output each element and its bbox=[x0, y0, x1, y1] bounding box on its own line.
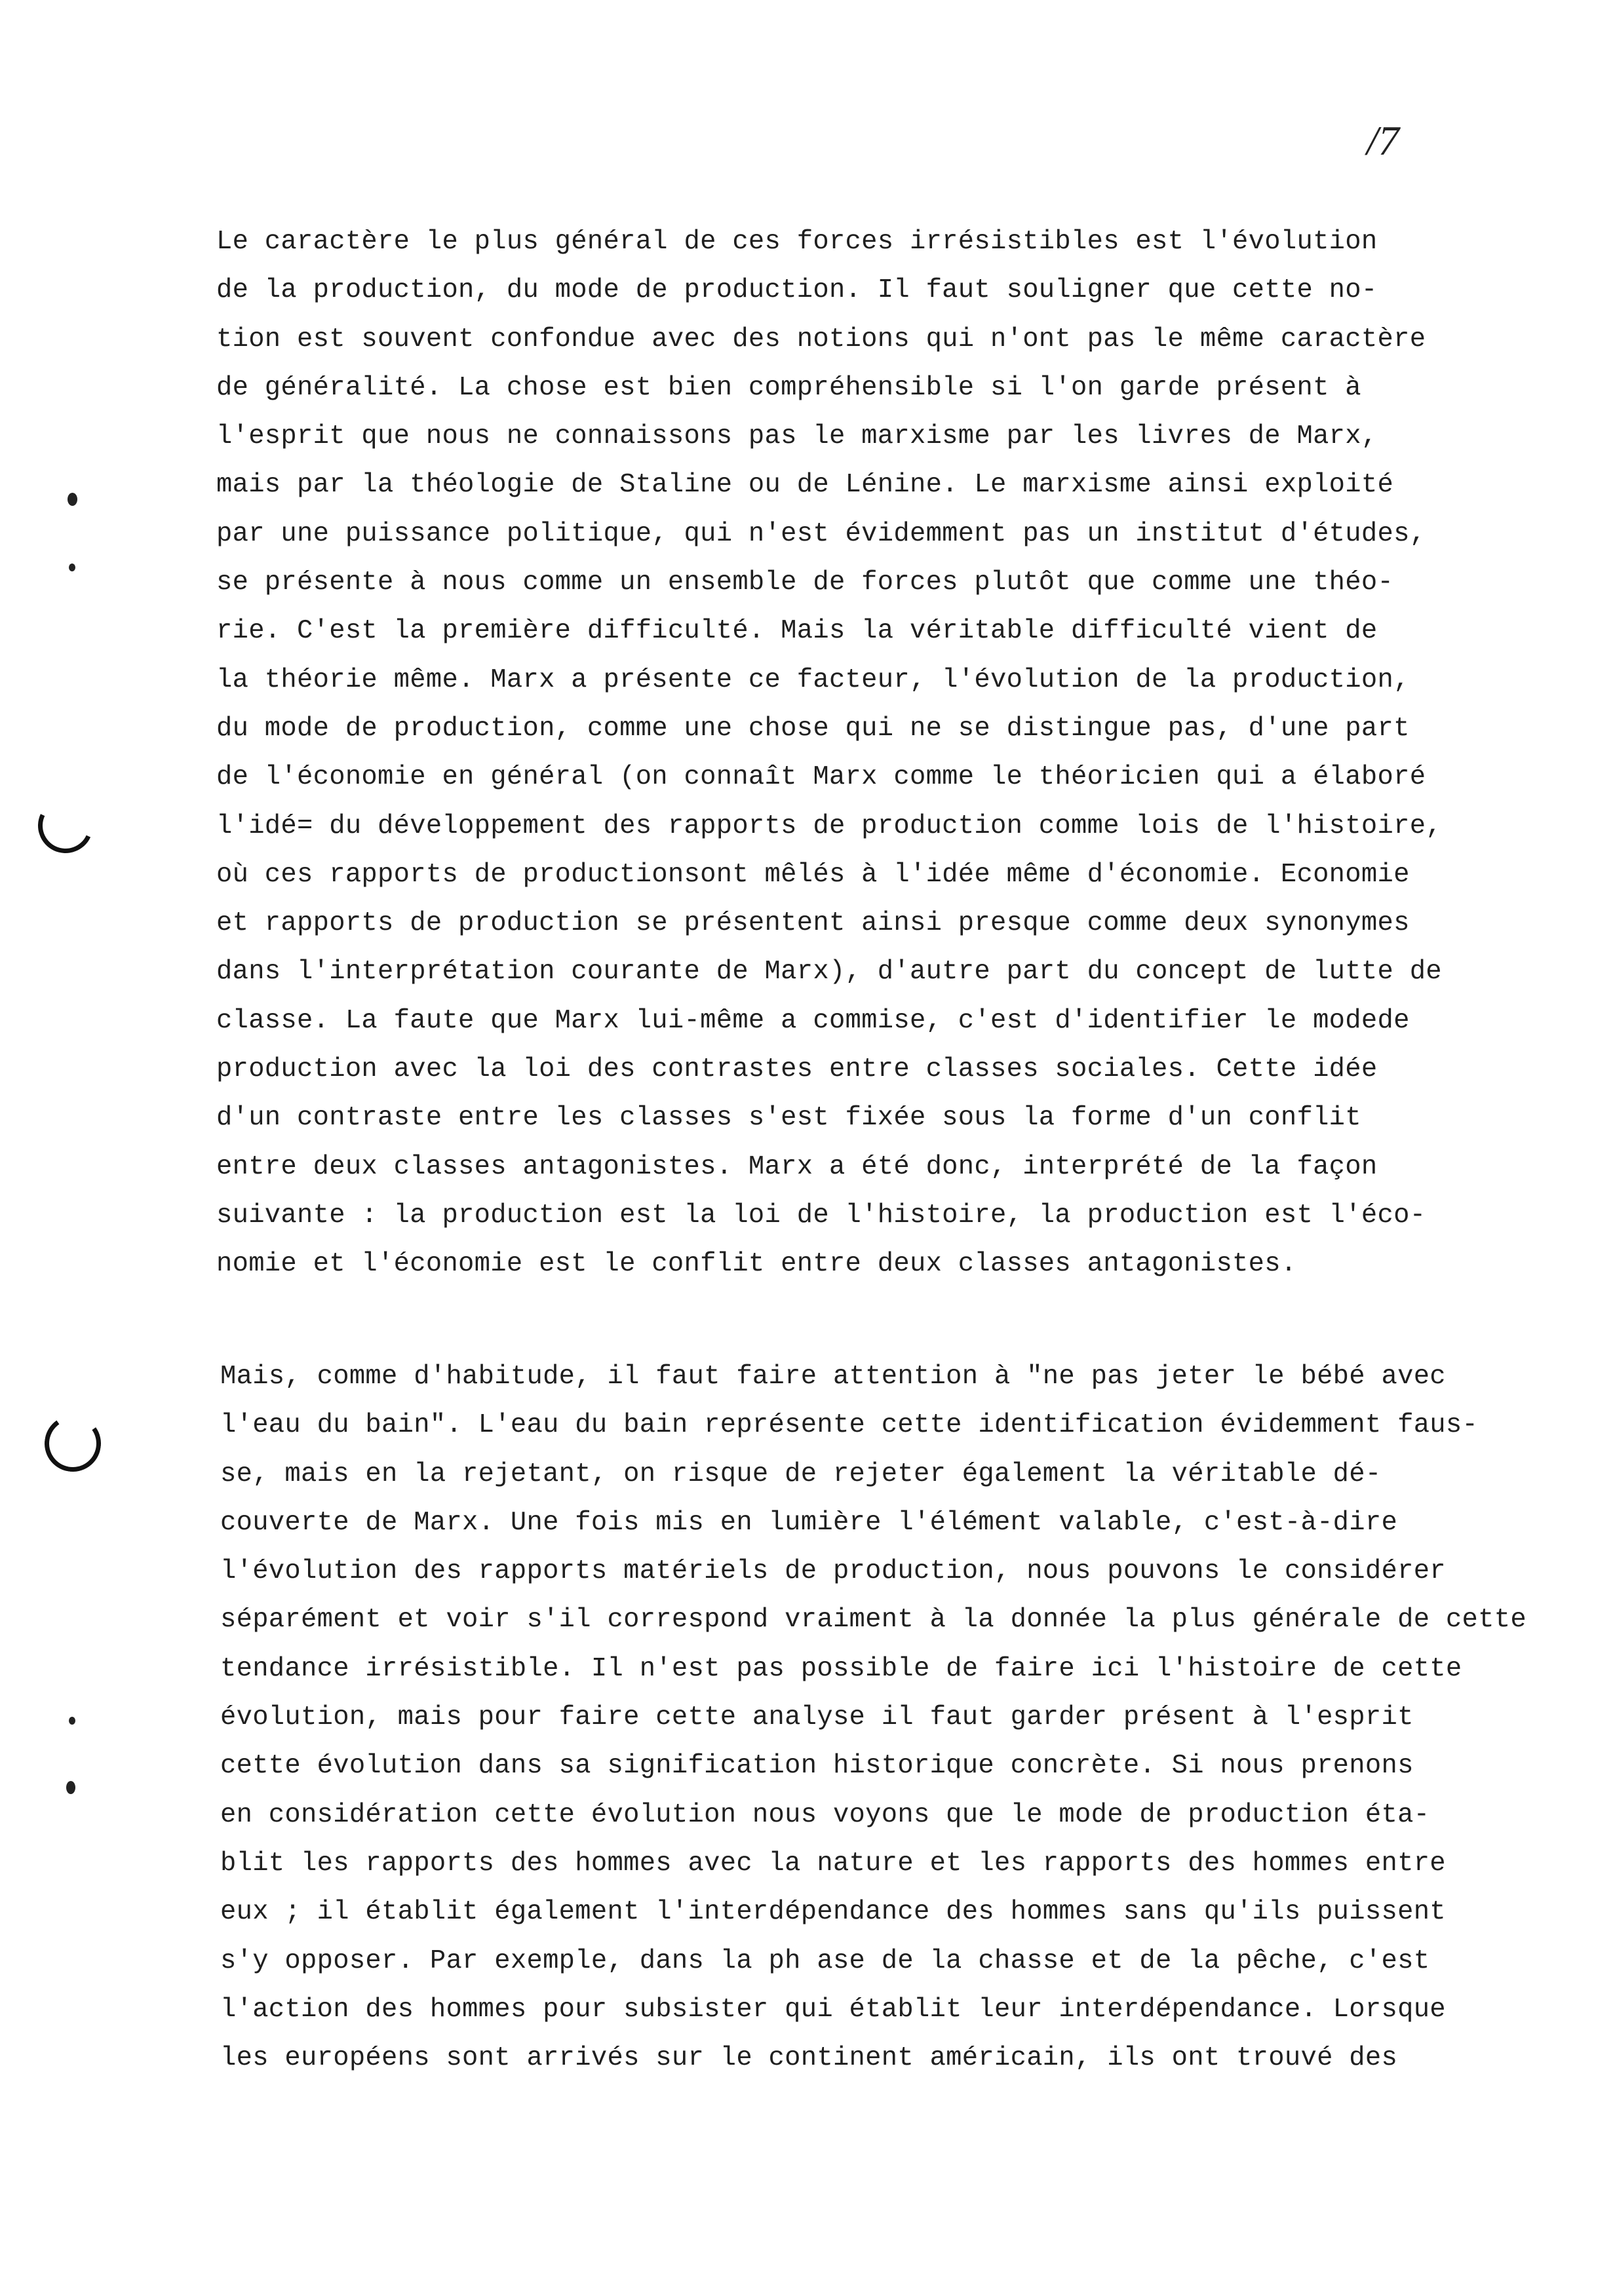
text-line: se présente à nous comme un ensemble de forces plutôt que comme une théo- bbox=[216, 567, 1394, 598]
text-line: de généralité. La chose est bien compréhensible si l'on garde présent à bbox=[216, 372, 1361, 403]
text-line: blit les rapports des hommes avec la nature et les rapports des hommes entre bbox=[220, 1848, 1446, 1879]
text-line: les européens sont arrivés sur le continent américain, ils ont trouvé des bbox=[220, 2043, 1398, 2074]
text-line: suivante : la production est la loi de l'histoire, la production est l'éco- bbox=[216, 1200, 1426, 1231]
text-line: de l'économie en général (on connaît Marx comme le théoricien qui a élaboré bbox=[216, 762, 1426, 793]
text-line: d'un contraste entre les classes s'est fixée sous la forme d'un conflit bbox=[216, 1103, 1361, 1134]
text-line: tendance irrésistible. Il n'est pas possible de faire ici l'histoire de cette bbox=[220, 1653, 1462, 1684]
text-line: couverte de Marx. Une fois mis en lumière l'élément valable, c'est-à-dire bbox=[220, 1507, 1398, 1538]
text-line: nomie et l'économie est le conflit entre deux classes antagonistes. bbox=[216, 1249, 1297, 1280]
text-line: cette évolution dans sa signification historique concrète. Si nous prenons bbox=[220, 1751, 1414, 1782]
text-line: du mode de production, comme une chose qui ne se distingue pas, d'une part bbox=[216, 713, 1410, 744]
text-line: et rapports de production se présentent ainsi presque comme deux synonymes bbox=[216, 908, 1410, 939]
text-line: Le caractère le plus général de ces forces irrésistibles est l'évolution bbox=[216, 227, 1378, 257]
margin-speck bbox=[69, 1717, 75, 1725]
text-line: l'évolution des rapports matériels de production, nous pouvons le considérer bbox=[220, 1556, 1446, 1587]
margin-speck bbox=[69, 564, 75, 571]
paragraph-2 bbox=[220, 1352, 1564, 2082]
text-line: de la production, du mode de production. Il faut souligner que cette no- bbox=[216, 275, 1378, 306]
text-line: l'esprit que nous ne connaissons pas le marxisme par les livres de Marx, bbox=[216, 421, 1378, 452]
paragraph-1 bbox=[216, 218, 1560, 1289]
text-line: eux ; il établit également l'interdépendance des hommes sans qu'ils puissent bbox=[220, 1897, 1446, 1928]
binder-hole-mark-bottom bbox=[40, 1411, 106, 1476]
text-line: la théorie même. Marx a présente ce facteur, l'évolution de la production, bbox=[216, 664, 1410, 695]
margin-speck bbox=[68, 493, 77, 506]
text-line: l'action des hommes pour subsister qui établit leur interdépendance. Lorsque bbox=[220, 1994, 1446, 2025]
text-line: tion est souvent confondue avec des notions qui n'ont pas le même caractère bbox=[216, 324, 1426, 354]
text-line: l'idé= du développement des rapports de production comme lois de l'histoire, bbox=[216, 811, 1442, 841]
text-line: en considération cette évolution nous voyons que le mode de production éta- bbox=[220, 1799, 1430, 1830]
binder-hole-mark-top bbox=[30, 790, 101, 861]
text-line: se, mais en la rejetant, on risque de rejeter également la véritable dé- bbox=[220, 1459, 1382, 1489]
text-line: où ces rapports de productionsont mêlés à l'idée même d'économie. Economie bbox=[216, 859, 1410, 890]
text-line: l'eau du bain". L'eau du bain représente cette identification évidemment faus- bbox=[220, 1410, 1479, 1441]
text-line: séparément et voir s'il correspond vraiment à la donnée la plus générale de cette bbox=[220, 1605, 1527, 1636]
text-line: s'y opposer. Par exemple, dans la ph ase de la chasse et de la pêche, c'est bbox=[220, 1945, 1430, 1976]
text-line: rie. C'est la première difficulté. Mais la véritable difficulté vient de bbox=[216, 616, 1378, 647]
text-line: dans l'interprétation courante de Marx), d'autre part du concept de lutte de bbox=[216, 957, 1442, 987]
text-line: Mais, comme d'habitude, il faut faire attention à "ne pas jeter le bébé avec bbox=[220, 1362, 1446, 1392]
text-line: évolution, mais pour faire cette analyse il faut garder présent à l'esprit bbox=[220, 1702, 1414, 1733]
text-line: mais par la théologie de Staline ou de Lénine. Le marxisme ainsi exploité bbox=[216, 470, 1394, 501]
text-line: par une puissance politique, qui n'est évidemment pas un institut d'études, bbox=[216, 518, 1426, 549]
text-line: entre deux classes antagonistes. Marx a été donc, interprété de la façon bbox=[216, 1151, 1378, 1182]
text-line: classe. La faute que Marx lui-même a commise, c'est d'identifier le modede bbox=[216, 1005, 1410, 1036]
margin-speck bbox=[66, 1781, 75, 1794]
text-line: production avec la loi des contrastes entre classes sociales. Cette idée bbox=[216, 1054, 1378, 1085]
page-number: /7 bbox=[1367, 117, 1399, 164]
